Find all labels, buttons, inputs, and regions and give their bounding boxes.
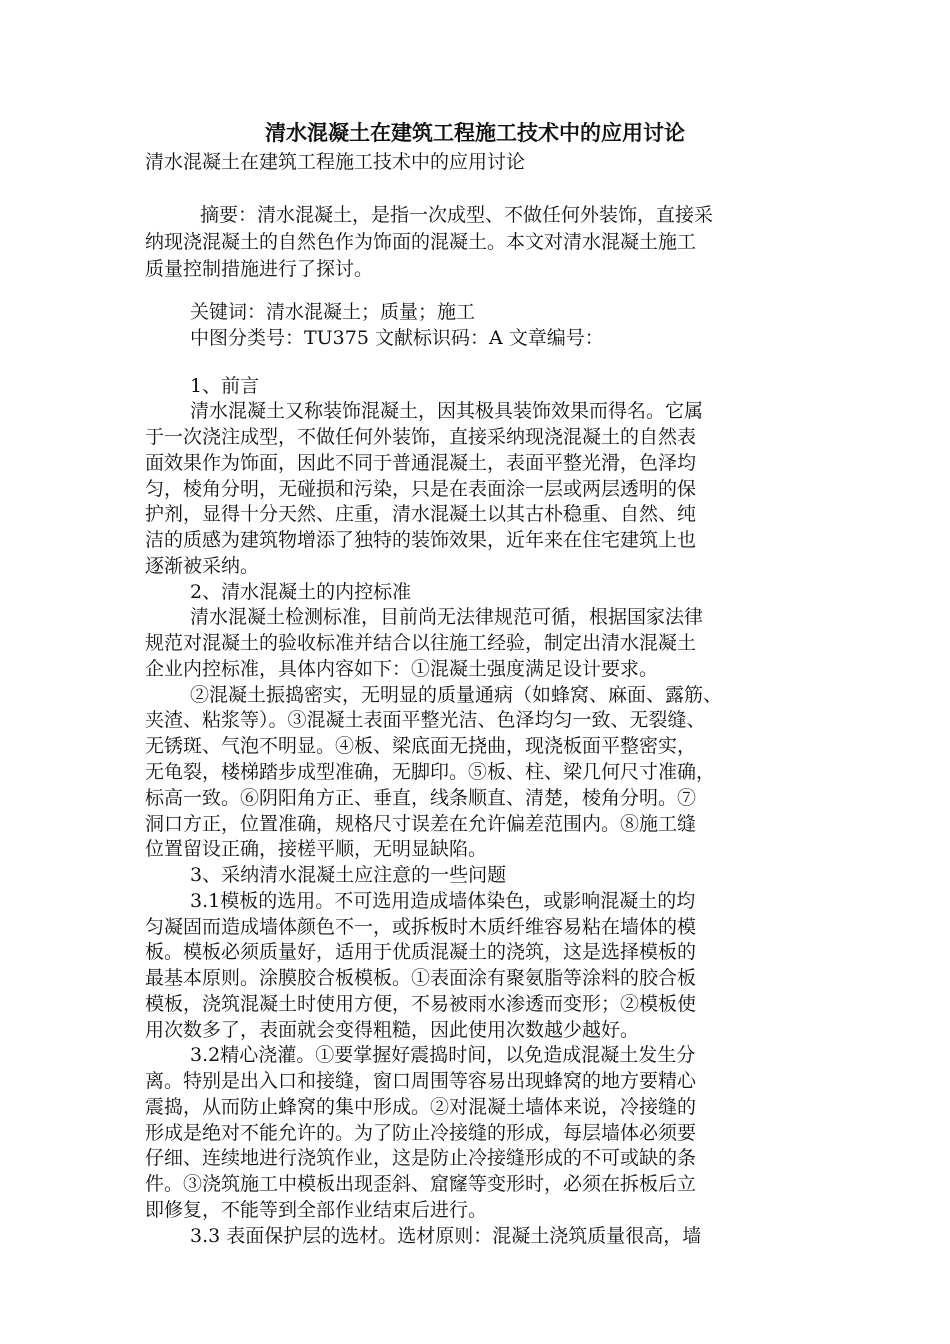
- paragraph-line: 仔细、连续地进行浇筑作业，这是防止冷接缝形成的不可或缺的条: [145, 1147, 697, 1169]
- section-heading: 3、采纳清水混凝土应注意的一些问题: [190, 864, 507, 886]
- paragraph-line: 规范对混凝土的验收标准并结合以往施工经验，制定出清水混凝土: [145, 632, 697, 654]
- paragraph-line: 形成是绝对不能允许的。为了防止冷接缝的形成，每层墙体必须要: [145, 1122, 697, 1144]
- paragraph-line: 震捣，从而防止蜂窝的集中形成。②对混凝土墙体来说，冷接缝的: [145, 1096, 697, 1118]
- abstract-line: 质量控制措施进行了探讨。: [145, 258, 374, 280]
- section-heading: 1、前言: [190, 375, 260, 397]
- keywords: 关键词：清水混凝土；质量；施工: [190, 301, 476, 323]
- paragraph-line: 夹渣、粘浆等）。③混凝土表面平整光洁、色泽均匀一致、无裂缝、: [145, 709, 706, 731]
- paragraph-line: 用次数多了，表面就会变得粗糙，因此使用次数越少越好。: [145, 1019, 640, 1041]
- paragraph-line: 最基本原则。涂膜胶合板模板。①表面涂有聚氨脂等涂料的胶合板: [145, 967, 697, 989]
- abstract-line: 摘要：清水混凝土，是指一次成型、不做任何外装饰，直接采: [200, 204, 714, 226]
- abstract-line: 纳现浇混凝土的自然色作为饰面的混凝土。本文对清水混凝土施工: [145, 231, 697, 253]
- document-title: 清水混凝土在建筑工程施工技术中的应用讨论: [265, 120, 685, 145]
- paragraph-line: 清水混凝土又称装饰混凝土，因其极具装饰效果而得名。它属: [190, 400, 704, 422]
- paragraph-line: 标高一致。⑥阴阳角方正、垂直，线条顺直、清楚，棱角分明。⑦: [145, 787, 697, 809]
- paragraph-line: 件。③浇筑施工中模板出现歪斜、窟窿等变形时，必须在拆板后立: [145, 1173, 697, 1195]
- paragraph-line: ②混凝土振捣密实，无明显的质量通病（如蜂窝、麻面、露筋、: [190, 684, 723, 706]
- paragraph-line: 3.1模板的选用。不可选用造成墙体染色，或影响混凝土的均: [190, 890, 696, 912]
- document-subtitle: 清水混凝土在建筑工程施工技术中的应用讨论: [145, 151, 526, 173]
- paragraph-line: 无龟裂，楼梯踏步成型准确，无脚印。⑤板、柱、梁几何尺寸准确，: [145, 761, 716, 783]
- section-heading: 2、清水混凝土的内控标准: [190, 581, 412, 603]
- paragraph-line: 离。特别是出入口和接缝，窗口周围等容易出现蜂窝的地方要精心: [145, 1070, 697, 1092]
- paragraph-line: 即修复，不能等到全部作业结束后进行。: [145, 1199, 488, 1221]
- paragraph-line: 面效果作为饰面，因此不同于普通混凝土，表面平整光滑，色泽均: [145, 452, 697, 474]
- paragraph-line: 逐渐被采纳。: [145, 555, 260, 577]
- paragraph-line: 模板，浇筑混凝土时使用方便，不易被雨水渗透而变形；②模板使: [145, 993, 697, 1015]
- paragraph-line: 清水混凝土检测标准，目前尚无法律规范可循，根据国家法律: [190, 606, 704, 628]
- paragraph-line: 无锈斑、气泡不明显。④板、梁底面无挠曲，现浇板面平整密实，: [145, 735, 697, 757]
- paragraph-line: 护剂，显得十分天然、庄重，清水混凝土以其古朴稳重、自然、纯: [145, 503, 697, 525]
- paragraph-line: 匀凝固而造成墙体颜色不一，或拆板时木质纤维容易粘在墙体的模: [145, 916, 697, 938]
- paragraph-line: 于一次浇注成型，不做任何外装饰，直接采纳现浇混凝土的自然表: [145, 426, 697, 448]
- paragraph-line: 洁的质感为建筑物增添了独特的装饰效果，近年来在住宅建筑上也: [145, 529, 697, 551]
- paragraph-line: 3.2精心浇灌。①要掌握好震捣时间，以免造成混凝土发生分: [190, 1044, 696, 1066]
- paragraph-line: 洞口方正，位置准确，规格尺寸误差在允许偏差范围内。⑧施工缝: [145, 813, 697, 835]
- paragraph-line: 3.3 表面保护层的选材。选材原则：混凝土浇筑质量很高，墙: [190, 1225, 702, 1247]
- paragraph-line: 位置留设正确，接槎平顺，无明显缺陷。: [145, 838, 488, 860]
- paragraph-line: 板。模板必须质量好，适用于优质混凝土的浇筑，这是选择模板的: [145, 941, 697, 963]
- classification-line: 中图分类号：TU375 文献标识码：A 文章编号：: [190, 327, 604, 349]
- paragraph-line: 匀，棱角分明，无碰损和污染，只是在表面涂一层或两层透明的保: [145, 478, 697, 500]
- paragraph-line: 企业内控标准，具体内容如下：①混凝土强度满足设计要求。: [145, 658, 659, 680]
